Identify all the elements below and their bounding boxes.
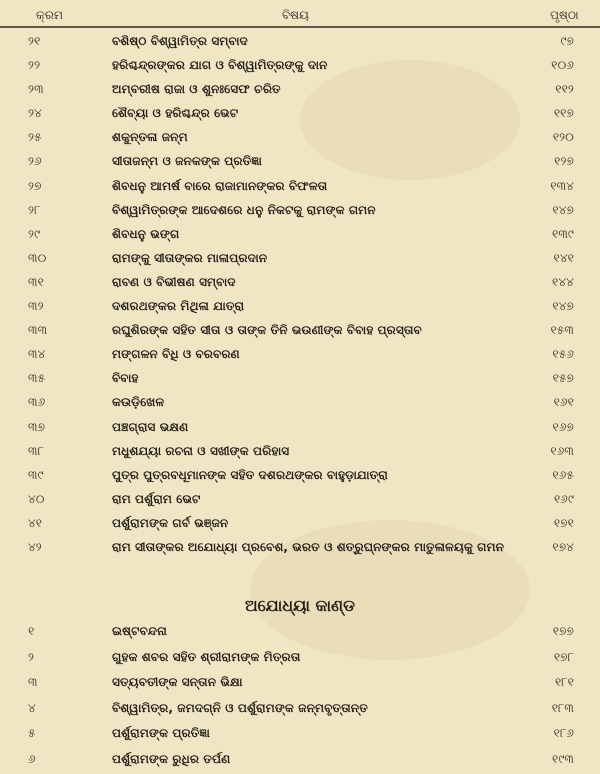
- item-page: ୧୪୭: [552, 299, 574, 314]
- header-page: ପୃଷ୍ଠା: [550, 8, 579, 22]
- item-number: ୨: [28, 649, 35, 664]
- item-number: ୩୧: [28, 274, 44, 289]
- item-number: ୪୨: [28, 539, 42, 554]
- item-page: ୧୭୭: [552, 624, 574, 638]
- header-subject: ବିଷୟ: [282, 8, 309, 22]
- item-title: ଅମ୍ବରୀଷ ରାଜା ଓ ଶୁନଃସେଫ ଚରିତ: [112, 82, 281, 97]
- item-page: ୧୧୨: [555, 82, 574, 97]
- item-title: ବିବାହ: [112, 371, 139, 386]
- item-page: ୧୭୪: [552, 539, 574, 554]
- item-title: ଶିବଧନୁ ଆମର୍ଷ ବାରେ ରାଜାମାନଙ୍କର ବିଫଳତା: [112, 178, 328, 193]
- item-number: ୨୩: [28, 82, 44, 97]
- item-number: ୩୭: [28, 419, 46, 434]
- item-title: ମଧୁଶଯ୍ୟା ରଚନା ଓ ସଖୀଙ୍କ ପରିହାସ: [112, 443, 290, 458]
- item-page: ୧୫୬: [552, 347, 574, 362]
- item-title: ବିଶ୍ୱାମିତ୍ରଙ୍କ ଆଦେଶରେ ଧନୁ ନିକଟକୁ ରାମଙ୍କ ଗମନ: [112, 202, 376, 217]
- item-number: ୩୬: [28, 395, 46, 410]
- item-number: ୨୨: [28, 58, 41, 73]
- list-item: [0, 199, 600, 223]
- item-number: ୩୫: [28, 371, 46, 386]
- item-number: ୩୮: [28, 443, 44, 458]
- list-item: [0, 150, 600, 174]
- item-page: ୯୭: [560, 34, 574, 48]
- item-title: ଶକୁନ୍ତଳା ଜନ୍ମ: [112, 130, 188, 145]
- list-item: [0, 175, 600, 199]
- item-number: ୩: [28, 675, 38, 690]
- item-page: ୧୭୮: [553, 649, 574, 664]
- item-page: ୧୫୭: [552, 371, 574, 386]
- list-item: [0, 416, 600, 440]
- list-item: [0, 54, 600, 78]
- list-item: [0, 488, 600, 512]
- item-title: କଉଡ଼ିଖେଳ: [112, 395, 165, 410]
- contents-list: [0, 30, 600, 560]
- item-page: ୧୪୧: [553, 250, 574, 265]
- item-number: ୪: [28, 700, 36, 715]
- list-item: [0, 748, 600, 774]
- list-item: [0, 391, 600, 415]
- item-title: ଦଶରଥଙ୍କର ମିଥିଳା ଯାତ୍ରା: [112, 299, 245, 314]
- item-title: ଶୈବ୍ୟା ଓ ହରିଶ୍ଚନ୍ଦ୍ର ଭେଟ: [112, 106, 239, 121]
- item-title: ଶିବଧନୁ ଭଙ୍ଗ: [112, 226, 180, 241]
- item-page: ୧୧୭: [553, 106, 574, 121]
- item-page: ୧୪୪: [552, 274, 574, 289]
- list-item: [0, 126, 600, 150]
- item-page: ୧୬୫: [552, 467, 574, 482]
- item-number: ୨୪: [28, 106, 42, 121]
- item-page: ୧୬୧: [553, 395, 574, 410]
- item-number: ୩୪: [28, 347, 46, 362]
- item-number: ୧: [28, 624, 35, 638]
- item-number: ୨୮: [28, 202, 41, 217]
- item-title: ବିଶ୍ୱାମିତ୍ର, ଜମଦଗ୍ନି ଓ ପର୍ଶୁରାମଙ୍କ ଜନ୍ମବୃତ୍ତାନ୍ତ: [112, 700, 368, 715]
- item-page: ୧୮୬: [553, 726, 574, 741]
- item-title: ହରିଶ୍ଚନ୍ଦ୍ରଙ୍କର ଯାଗ ଓ ବିଶ୍ୱାମିତ୍ରଙ୍କୁ ଦାନ: [112, 58, 328, 73]
- contents-list-section-2: [0, 620, 600, 774]
- list-item: [0, 247, 600, 271]
- list-item: [0, 620, 600, 646]
- item-page: ୧୫୩: [550, 323, 574, 338]
- list-item: [0, 271, 600, 295]
- item-title: ରଘୁଶିରଙ୍କ ସହିତ ସୀତା ଓ ତାଙ୍କ ତିନି ଭଉଣୀଙ୍କ ବିବାହ ପ୍ରସ୍ତାବ: [112, 323, 422, 338]
- item-number: ୪୦: [28, 491, 45, 506]
- item-title: ସୀତାଜନ୍ମ ଓ ଜନକଙ୍କ ପ୍ରତିଜ୍ଞା: [112, 154, 262, 169]
- list-item: [0, 722, 600, 748]
- item-page: ୧୨୦: [552, 130, 574, 145]
- list-item: [0, 30, 600, 54]
- item-page: ୧୩୪: [550, 178, 574, 193]
- list-item: [0, 671, 600, 697]
- item-page: ୧୬୭: [552, 419, 574, 434]
- list-item: [0, 646, 600, 672]
- item-number: ୩୩: [28, 323, 48, 338]
- item-page: ୧୮୩: [551, 700, 574, 715]
- item-number: ୨୬: [28, 154, 42, 169]
- item-title: ପର୍ଶୁରାମଙ୍କ ପ୍ରତିଜ୍ଞା: [112, 726, 210, 741]
- item-page: ୧୮୧: [554, 675, 574, 690]
- item-number: ୫: [28, 726, 36, 741]
- list-item: [0, 343, 600, 367]
- item-number: ୨୧: [28, 34, 41, 48]
- list-item: [0, 319, 600, 343]
- item-number: ୩୯: [28, 467, 44, 482]
- list-item: [0, 367, 600, 391]
- item-title: ଗୁହକ ଶବର ସହିତ ଶ୍ରୀରାମଙ୍କ ମିତ୍ରତା: [112, 649, 301, 664]
- list-item: [0, 440, 600, 464]
- list-item: [0, 223, 600, 247]
- list-item: [0, 78, 600, 102]
- item-number: ୨୫: [28, 130, 42, 145]
- item-title: ପର୍ଶୁରାମଙ୍କ ରୁଧିର ତର୍ପଣ: [112, 751, 231, 766]
- item-page: ୧୬୩: [550, 443, 574, 458]
- item-title: ଇଷ୍ଟବନ୍ଦନା: [112, 624, 167, 638]
- item-title: ରାମଙ୍କୁ ସୀତାଙ୍କର ମାଳାପ୍ରଦାନ: [112, 250, 268, 265]
- item-title: ରାମ ସୀତାଙ୍କର ଅଯୋଧ୍ୟା ପ୍ରବେଶ, ଭରତ ଓ ଶତ୍ରୁଘ୍ନଙ୍କର ମାତୁଳାଳୟକୁ ଗମନ: [112, 539, 505, 554]
- header-rule: [0, 26, 600, 28]
- item-page: ୧୨୭: [554, 154, 574, 169]
- item-title: ପୁତ୍ର ପୁତ୍ରବଧୂମାନଙ୍କ ସହିତ ଦଶରଥଙ୍କର ବାହୁଡ଼ାଯାତ୍ରା: [112, 467, 388, 482]
- section-title: ଅଯୋଧ୍ୟା କାଣ୍ଡ: [245, 596, 355, 615]
- list-item: [0, 102, 600, 126]
- item-title: ପଞ୍ଚଗ୍ରାସ ଭକ୍ଷଣ: [112, 419, 189, 434]
- list-item: [0, 295, 600, 319]
- item-title: ମଙ୍ଗଳନ ବିଧି ଓ ବରବରଣ: [112, 347, 240, 362]
- list-item: [0, 697, 600, 723]
- item-number: ୪୧: [28, 515, 43, 530]
- list-item: [0, 464, 600, 488]
- item-number: ୩୨: [28, 299, 44, 314]
- item-page: ୧୬୯: [553, 491, 574, 506]
- list-item: [0, 512, 600, 536]
- item-number: ୨୭: [28, 178, 42, 193]
- item-page: ୧୩୯: [552, 226, 574, 241]
- item-page: ୧୦୬: [551, 58, 574, 73]
- item-page: ୧୯୩: [552, 751, 574, 766]
- item-page: ୧୪୭: [552, 202, 574, 217]
- item-title: ବଶିଷ୍ଠ ବିଶ୍ୱାମିତ୍ର ସମ୍ବାଦ: [112, 34, 248, 48]
- item-title: ରାମ ପର୍ଶୁରାମ ଭେଟ: [112, 491, 201, 506]
- table-header: [0, 6, 600, 26]
- item-page: ୧୭୧: [553, 515, 574, 530]
- item-number: ୬: [28, 751, 36, 766]
- item-title: ସତ୍ୟବତୀଙ୍କ ସନ୍ତାନ ଭିକ୍ଷା: [112, 675, 243, 690]
- header-number: କ୍ରମ: [36, 8, 63, 22]
- item-title: ପର୍ଶୁରାମଙ୍କ ଗର୍ବ ଭଞ୍ଜନ: [112, 515, 229, 530]
- item-number: ୩୦: [28, 250, 47, 265]
- item-title: ରାବଣ ଓ ବିଭୀଷଣ ସମ୍ବାଦ: [112, 274, 236, 289]
- list-item: [0, 536, 600, 560]
- item-number: ୨୯: [28, 226, 41, 241]
